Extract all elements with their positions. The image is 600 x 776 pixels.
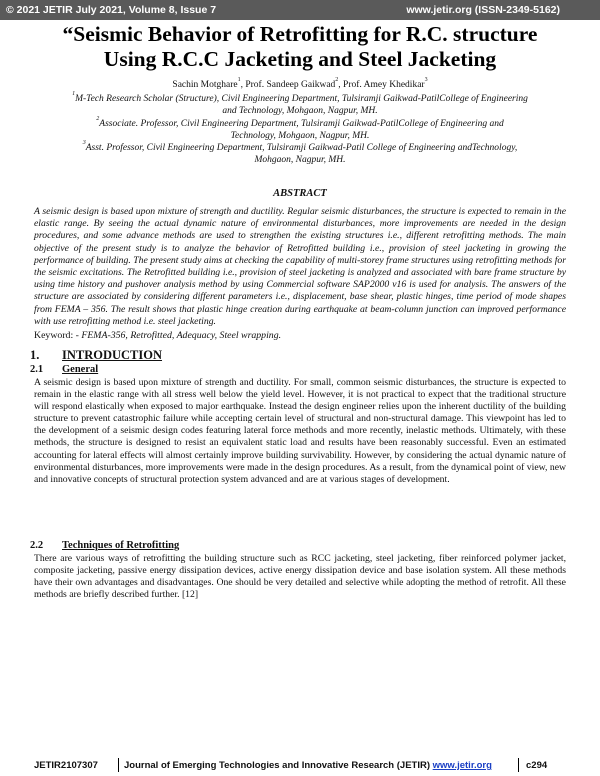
footer-journal	[124, 760, 492, 771]
abstract-text: A seismic design is based upon mixture of strength and ductility. Regular seismic disturbances, the structure is expected to remain in the elastic range. By seeing the actual dynamic nature of environmental disturbances, more improvements are needed in the design procedures, and some advance methods are used to strengthen the existing structures i.e., different retrofitting methods. The main objective of the present study is to analyze the behavior of Retrofitted building i.e., provision of steel jacketing in growing the performance of building. The present study aims at checking the capability of multi-storey frame structures using retrofitting methods for the seismic excitations. The Retrofitted building i.e., provision of steel jacketing is analyzed and associated with bare frame structure by using time history and pushover analysis method by using Commercial software SAP2000 v16 is used for analysis. The answers of the structure are associated by considering different parameters i.e., displacement, base shear, plastic hinges, time period of mode shapes from FEMA – 356. The result shows that plastic hinge creation during earthquake at beam-column junction can improved performance with use retrofitting method i.e. steel jacketing.	[34, 206, 566, 327]
affiliation-2-sup: 2	[96, 116, 100, 122]
author-list	[0, 79, 600, 91]
affiliation-2-line-2: Technology, Mohgaon, Nagpur, MH.	[230, 131, 370, 141]
footer-journal-name: Journal of Emerging Technologies and Innovative Research (JETIR)	[124, 760, 433, 771]
affiliation-3-line-2: Mohgaon, Nagpur, MH.	[254, 155, 346, 165]
affiliation-2-line-1: Associate. Professor, Civil Engineering Department, Tulsiramji Gaikwad-PatilCollege of Engineering and	[99, 119, 504, 129]
title-line-2: Using R.C.C Jacketing and Steel Jacketing	[103, 47, 497, 71]
author-2-sup: 2	[335, 77, 339, 83]
subsection-2-1-title: General	[62, 364, 99, 375]
footer-page-number: c294	[526, 760, 548, 771]
section-1-number: 1.	[30, 348, 40, 362]
journal-header-bar	[0, 0, 600, 20]
footer-paper-id: JETIR2107307	[34, 760, 98, 771]
author-1-sup: 1	[237, 77, 241, 83]
subsection-2-2-text: There are various ways of retrofitting the building structure such as RCC jacketing, steel jacketing, fiber reinforced polymer jacket, composite jacketing, passive energy dissipation devices, active energy dissipation device and base isolation system. All these methods have their own advantages and disadvantages. One should be very detailed and selective while adopting the method of retrofit. All these methods are briefly described further. [12]	[34, 553, 566, 601]
subsection-2-2-title: Techniques of Retrofitting	[62, 540, 180, 551]
affiliation-1-line-2: and Technology, Mohgaon, Nagpur, MH.	[222, 106, 378, 116]
affiliation-3-sup: 3	[82, 140, 86, 146]
paper-title	[10, 22, 590, 72]
affiliation-1	[30, 93, 570, 117]
footer-divider	[518, 758, 519, 772]
footer-url-link[interactable]: www.jetir.org	[432, 760, 492, 771]
subsection-2-1-number: 2.1	[30, 364, 44, 375]
affiliation-1-line-1: M-Tech Research Scholar (Structure), Civil Engineering Department, Tulsiramji Gaikwad-PatilCollege of Engineering	[75, 94, 528, 104]
keywords-label: Keyword: -	[34, 330, 82, 341]
header-issue-info: © 2021 JETIR July 2021, Volume 8, Issue 7	[6, 4, 217, 16]
author-3-sup: 3	[424, 77, 428, 83]
header-website: www.jetir.org (ISSN-2349-5162)	[406, 4, 560, 16]
title-line-1: “Seismic Behavior of Retrofitting for R.C. structure	[62, 22, 538, 46]
footer-divider	[118, 758, 119, 772]
author-1: Sachin Motghare	[172, 80, 238, 90]
subsection-2-1-text: A seismic design is based upon mixture of strength and ductility. For small, common seismic disturbances, the structure is expected to remain in the elastic range with all stress well below the yield level. However, it is not practical to expect that the traditional structure will respond elastically when exposed to major earthquake. Instead the design engineer relies upon the inherent ductility of the building structure to prevent catastrophic failure while accepting certain level of structural and non-structural damage. This viewpoint has led to the development of a seismic design codes featuring lateral force methods and more recently, inelastic methods. Ultimately, with these methods, the structure is designed to resist an equivalent static load and results have been reasonably successful. Even an estimated accounting for lateral effects will almost certainly improve building survivability. However, by considering the actual dynamic nature of environmental disturbances, more improvements were made in the design procedures. As a result, from the dynamical point of view, new and innovative concepts of structural protection system advanced and are at various stages of development.	[34, 377, 566, 485]
journal-footer	[0, 756, 600, 776]
abstract-heading: ABSTRACT	[273, 188, 327, 199]
affiliation-3-line-1: Asst. Professor, Civil Engineering Department, Tulsiramji Gaikwad-Patil College of Engineering andTechnology,	[85, 143, 518, 153]
keywords	[34, 330, 566, 342]
author-3: , Prof. Amey Khedikar	[338, 80, 425, 90]
affiliation-1-sup: 1	[72, 91, 76, 97]
affiliation-3	[30, 142, 570, 166]
author-2: , Prof. Sandeep Gaikwad	[240, 80, 336, 90]
affiliation-2	[30, 118, 570, 142]
subsection-2-2-number: 2.2	[30, 540, 44, 551]
keywords-value: FEMA-356, Retrofitted, Adequacy, Steel wrapping.	[81, 330, 282, 341]
section-1-title: INTRODUCTION	[62, 348, 163, 362]
